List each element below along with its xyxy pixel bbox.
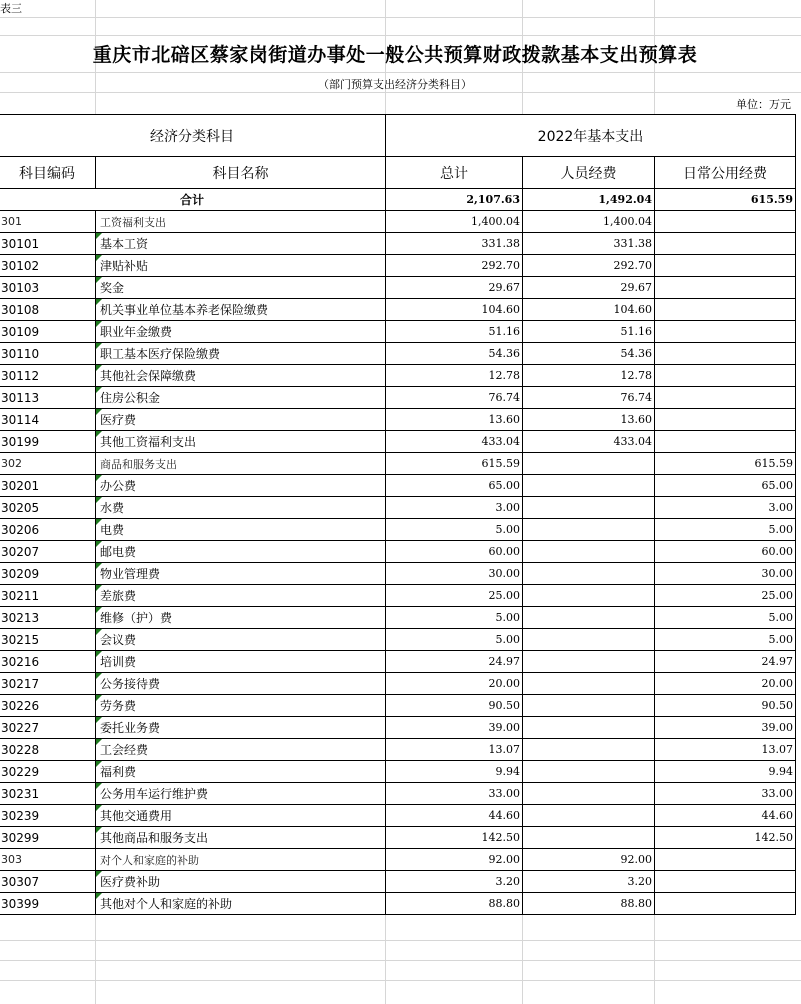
- row-personnel[interactable]: 88.80: [523, 893, 655, 915]
- row-name[interactable]: 职业年金缴费: [96, 321, 386, 343]
- gridline: [0, 72, 801, 73]
- row-name[interactable]: 医疗费补助: [96, 871, 386, 893]
- row-name[interactable]: 其他交通费用: [96, 805, 386, 827]
- row-personnel[interactable]: [523, 585, 655, 607]
- row-total[interactable]: 292.70: [386, 255, 523, 277]
- table-row: [0, 871, 796, 893]
- row-code[interactable]: 30231: [0, 783, 96, 805]
- row-code[interactable]: 30399: [0, 893, 96, 915]
- row-code[interactable]: 30112: [0, 365, 96, 387]
- row-name[interactable]: 会议费: [96, 629, 386, 651]
- row-code[interactable]: 30206: [0, 519, 96, 541]
- row-public[interactable]: 39.00: [655, 717, 796, 739]
- total-label: 合计: [0, 189, 386, 211]
- row-name[interactable]: 办公费: [96, 475, 386, 497]
- gridline: [0, 35, 801, 36]
- table-row: [0, 717, 796, 739]
- row-code[interactable]: 30110: [0, 343, 96, 365]
- row-public[interactable]: [655, 893, 796, 915]
- row-code[interactable]: 30217: [0, 673, 96, 695]
- page-title: 重庆市北碚区蔡家岗街道办事处一般公共预算财政拨款基本支出预算表: [92, 44, 698, 66]
- row-code[interactable]: 30228: [0, 739, 96, 761]
- row-personnel[interactable]: 104.60: [523, 299, 655, 321]
- row-personnel[interactable]: [523, 805, 655, 827]
- row-name[interactable]: 物业管理费: [96, 563, 386, 585]
- row-total[interactable]: 65.00: [386, 475, 523, 497]
- row-personnel[interactable]: [523, 739, 655, 761]
- row-total[interactable]: 25.00: [386, 585, 523, 607]
- table-row: [0, 607, 796, 629]
- table-row: [0, 277, 796, 299]
- row-total[interactable]: 30.00: [386, 563, 523, 585]
- row-name[interactable]: 基本工资: [96, 233, 386, 255]
- row-total[interactable]: 92.00: [386, 849, 523, 871]
- row-personnel[interactable]: [523, 761, 655, 783]
- unit-label: 单位：万元: [736, 98, 791, 111]
- table-row: [0, 585, 796, 607]
- row-personnel[interactable]: 76.74: [523, 387, 655, 409]
- row-total[interactable]: 44.60: [386, 805, 523, 827]
- gridline: [0, 17, 801, 18]
- table-row: [0, 739, 796, 761]
- row-personnel[interactable]: 13.60: [523, 409, 655, 431]
- budget-table: [0, 114, 796, 915]
- row-personnel[interactable]: [523, 629, 655, 651]
- row-name[interactable]: 劳务费: [96, 695, 386, 717]
- row-public[interactable]: 33.00: [655, 783, 796, 805]
- row-public[interactable]: 5.00: [655, 629, 796, 651]
- row-name[interactable]: 商品和服务支出: [96, 453, 386, 475]
- row-total[interactable]: 5.00: [386, 629, 523, 651]
- table-row: [0, 299, 796, 321]
- row-name[interactable]: 差旅费: [96, 585, 386, 607]
- row-name[interactable]: 委托业务费: [96, 717, 386, 739]
- row-public[interactable]: 142.50: [655, 827, 796, 849]
- row-name[interactable]: 对个人和家庭的补助: [96, 849, 386, 871]
- row-total[interactable]: 1,400.04: [386, 211, 523, 233]
- row-total[interactable]: 331.38: [386, 233, 523, 255]
- total-public: 615.59: [655, 189, 796, 211]
- row-public[interactable]: 5.00: [655, 519, 796, 541]
- row-code[interactable]: 30201: [0, 475, 96, 497]
- table-row: [0, 431, 796, 453]
- row-total[interactable]: 90.50: [386, 695, 523, 717]
- row-total[interactable]: 12.78: [386, 365, 523, 387]
- sheet-label: 表三: [0, 2, 22, 15]
- row-name[interactable]: 公务用车运行维护费: [96, 783, 386, 805]
- row-name[interactable]: 其他工资福利支出: [96, 431, 386, 453]
- row-personnel[interactable]: [523, 651, 655, 673]
- row-code[interactable]: 30216: [0, 651, 96, 673]
- row-personnel[interactable]: 1,400.04: [523, 211, 655, 233]
- row-public[interactable]: 65.00: [655, 475, 796, 497]
- table-row: [0, 343, 796, 365]
- row-public[interactable]: 615.59: [655, 453, 796, 475]
- row-public[interactable]: 5.00: [655, 607, 796, 629]
- table-row: [0, 519, 796, 541]
- table-row: [0, 409, 796, 431]
- row-public[interactable]: [655, 409, 796, 431]
- row-code[interactable]: 303: [0, 849, 96, 871]
- row-public[interactable]: 25.00: [655, 585, 796, 607]
- table-row: [0, 321, 796, 343]
- row-total[interactable]: 24.97: [386, 651, 523, 673]
- row-public[interactable]: [655, 849, 796, 871]
- table-row: [0, 827, 796, 849]
- row-personnel[interactable]: [523, 695, 655, 717]
- row-total[interactable]: 5.00: [386, 607, 523, 629]
- row-total[interactable]: 615.59: [386, 453, 523, 475]
- row-code[interactable]: 30213: [0, 607, 96, 629]
- row-total[interactable]: 20.00: [386, 673, 523, 695]
- row-name[interactable]: 其他对个人和家庭的补助: [96, 893, 386, 915]
- table-row: [0, 497, 796, 519]
- row-total[interactable]: 54.36: [386, 343, 523, 365]
- row-total[interactable]: 39.00: [386, 717, 523, 739]
- row-public[interactable]: 30.00: [655, 563, 796, 585]
- gridline: [0, 980, 801, 981]
- row-code[interactable]: 30199: [0, 431, 96, 453]
- row-total[interactable]: 9.94: [386, 761, 523, 783]
- table-row: [0, 673, 796, 695]
- row-public[interactable]: 20.00: [655, 673, 796, 695]
- row-name[interactable]: 工资福利支出: [96, 211, 386, 233]
- row-total[interactable]: 76.74: [386, 387, 523, 409]
- row-name[interactable]: 福利费: [96, 761, 386, 783]
- table-row: [0, 233, 796, 255]
- row-personnel[interactable]: [523, 519, 655, 541]
- row-code[interactable]: 302: [0, 453, 96, 475]
- row-total[interactable]: 433.04: [386, 431, 523, 453]
- header-row-2: [0, 157, 796, 189]
- row-name[interactable]: 其他商品和服务支出: [96, 827, 386, 849]
- row-code[interactable]: 30108: [0, 299, 96, 321]
- row-name[interactable]: 邮电费: [96, 541, 386, 563]
- row-public[interactable]: [655, 233, 796, 255]
- row-total[interactable]: 60.00: [386, 541, 523, 563]
- table-row: [0, 629, 796, 651]
- row-personnel[interactable]: 92.00: [523, 849, 655, 871]
- header-public: 日常公用经费: [655, 157, 796, 189]
- row-total[interactable]: 13.60: [386, 409, 523, 431]
- row-total[interactable]: 51.16: [386, 321, 523, 343]
- row-code[interactable]: 30215: [0, 629, 96, 651]
- row-name[interactable]: 公务接待费: [96, 673, 386, 695]
- table-row: [0, 761, 796, 783]
- row-public[interactable]: [655, 431, 796, 453]
- row-public[interactable]: 44.60: [655, 805, 796, 827]
- row-personnel[interactable]: [523, 475, 655, 497]
- row-code[interactable]: 30102: [0, 255, 96, 277]
- row-personnel[interactable]: [523, 607, 655, 629]
- table-row: [0, 651, 796, 673]
- row-name[interactable]: 培训费: [96, 651, 386, 673]
- gridline: [0, 960, 801, 961]
- header-row-1: [0, 115, 796, 157]
- page-subtitle: （部门预算支出经济分类科目）: [318, 78, 472, 91]
- row-personnel[interactable]: [523, 541, 655, 563]
- row-total[interactable]: 33.00: [386, 783, 523, 805]
- table-row: [0, 849, 796, 871]
- row-personnel[interactable]: 331.38: [523, 233, 655, 255]
- row-public[interactable]: 60.00: [655, 541, 796, 563]
- total-row: [0, 189, 796, 211]
- row-total[interactable]: 3.20: [386, 871, 523, 893]
- table-row: [0, 541, 796, 563]
- row-public[interactable]: 13.07: [655, 739, 796, 761]
- row-code[interactable]: 30205: [0, 497, 96, 519]
- row-name[interactable]: 住房公积金: [96, 387, 386, 409]
- row-personnel[interactable]: 3.20: [523, 871, 655, 893]
- row-personnel[interactable]: 12.78: [523, 365, 655, 387]
- row-code[interactable]: 30103: [0, 277, 96, 299]
- row-public[interactable]: 24.97: [655, 651, 796, 673]
- row-name[interactable]: 职工基本医疗保险缴费: [96, 343, 386, 365]
- row-code[interactable]: 30207: [0, 541, 96, 563]
- row-public[interactable]: [655, 255, 796, 277]
- row-public[interactable]: 90.50: [655, 695, 796, 717]
- table-row: [0, 695, 796, 717]
- header-name: 科目名称: [96, 157, 386, 189]
- row-total[interactable]: 88.80: [386, 893, 523, 915]
- row-personnel[interactable]: 292.70: [523, 255, 655, 277]
- table-row: [0, 211, 796, 233]
- row-code[interactable]: 30299: [0, 827, 96, 849]
- row-total[interactable]: 29.67: [386, 277, 523, 299]
- row-name[interactable]: 机关事业单位基本养老保险缴费: [96, 299, 386, 321]
- row-public[interactable]: [655, 871, 796, 893]
- row-total[interactable]: 3.00: [386, 497, 523, 519]
- row-personnel[interactable]: [523, 827, 655, 849]
- row-code[interactable]: 30113: [0, 387, 96, 409]
- row-public[interactable]: [655, 299, 796, 321]
- row-code[interactable]: 30229: [0, 761, 96, 783]
- row-personnel[interactable]: 51.16: [523, 321, 655, 343]
- row-name[interactable]: 津贴补贴: [96, 255, 386, 277]
- row-total[interactable]: 5.00: [386, 519, 523, 541]
- header-code: 科目编码: [0, 157, 96, 189]
- row-public[interactable]: 3.00: [655, 497, 796, 519]
- table-row: [0, 365, 796, 387]
- row-name[interactable]: 工会经费: [96, 739, 386, 761]
- row-personnel[interactable]: [523, 563, 655, 585]
- row-code[interactable]: 30226: [0, 695, 96, 717]
- row-public[interactable]: [655, 387, 796, 409]
- table-row: [0, 563, 796, 585]
- row-code[interactable]: 30114: [0, 409, 96, 431]
- row-name[interactable]: 电费: [96, 519, 386, 541]
- header-category: 经济分类科目: [0, 115, 386, 157]
- gridline: [0, 940, 801, 941]
- row-public[interactable]: [655, 277, 796, 299]
- row-code[interactable]: 30209: [0, 563, 96, 585]
- row-code[interactable]: 30227: [0, 717, 96, 739]
- header-personnel: 人员经费: [523, 157, 655, 189]
- gridline: [0, 92, 801, 93]
- row-total[interactable]: 142.50: [386, 827, 523, 849]
- table-row: [0, 783, 796, 805]
- table-row: [0, 893, 796, 915]
- row-name[interactable]: 医疗费: [96, 409, 386, 431]
- row-personnel[interactable]: [523, 453, 655, 475]
- row-name[interactable]: 其他社会保障缴费: [96, 365, 386, 387]
- row-name[interactable]: 奖金: [96, 277, 386, 299]
- total-total: 2,107.63: [386, 189, 523, 211]
- row-code[interactable]: 30307: [0, 871, 96, 893]
- row-personnel[interactable]: [523, 783, 655, 805]
- row-personnel[interactable]: 29.67: [523, 277, 655, 299]
- row-personnel[interactable]: [523, 497, 655, 519]
- table-row: [0, 805, 796, 827]
- row-code[interactable]: 30109: [0, 321, 96, 343]
- total-personnel: 1,492.04: [523, 189, 655, 211]
- row-name[interactable]: 水费: [96, 497, 386, 519]
- row-public[interactable]: [655, 343, 796, 365]
- row-code[interactable]: 30211: [0, 585, 96, 607]
- row-public[interactable]: [655, 211, 796, 233]
- row-personnel[interactable]: 433.04: [523, 431, 655, 453]
- row-total[interactable]: 13.07: [386, 739, 523, 761]
- table-row: [0, 255, 796, 277]
- row-personnel[interactable]: [523, 673, 655, 695]
- table-row: [0, 475, 796, 497]
- row-personnel[interactable]: 54.36: [523, 343, 655, 365]
- header-basic-expenditure: 2022年基本支出: [386, 115, 796, 157]
- row-public[interactable]: [655, 321, 796, 343]
- table-row: [0, 453, 796, 475]
- row-total[interactable]: 104.60: [386, 299, 523, 321]
- table-row: [0, 387, 796, 409]
- row-code[interactable]: 30239: [0, 805, 96, 827]
- row-public[interactable]: [655, 365, 796, 387]
- header-total: 总计: [386, 157, 523, 189]
- row-personnel[interactable]: [523, 717, 655, 739]
- row-code[interactable]: 301: [0, 211, 96, 233]
- row-code[interactable]: 30101: [0, 233, 96, 255]
- row-public[interactable]: 9.94: [655, 761, 796, 783]
- row-name[interactable]: 维修（护）费: [96, 607, 386, 629]
